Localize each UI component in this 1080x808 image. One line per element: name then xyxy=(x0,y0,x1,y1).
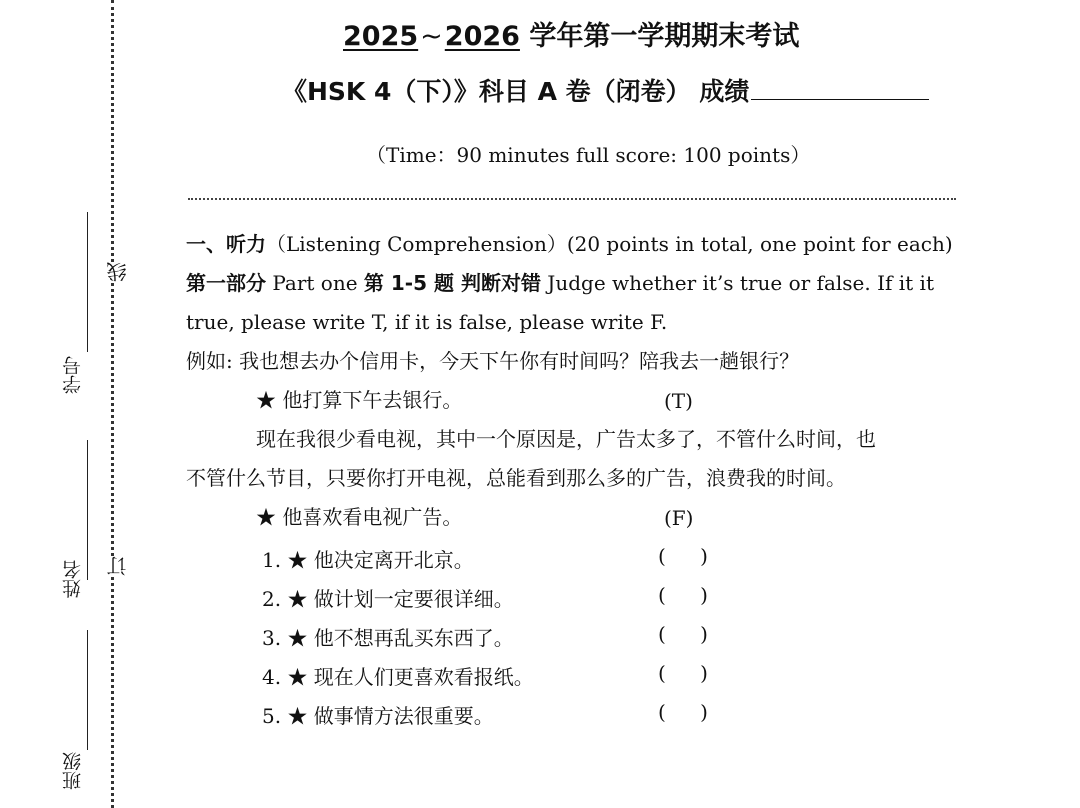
part-range: 第 1-5 题 判断对错 xyxy=(363,271,541,295)
question-number: 2. xyxy=(262,587,282,611)
example-2-answer: (F) xyxy=(664,506,694,530)
exam-title xyxy=(343,14,1080,53)
student-id-blank xyxy=(87,212,88,352)
time-note: （Time：90 minutes full score: 100 points） xyxy=(366,143,811,167)
part-instructions-line2: true, please write T, if it is false, please write F. xyxy=(186,310,668,334)
question-item-5 xyxy=(262,700,494,729)
example-1-statement: ★ 他打算下午去银行。 xyxy=(256,388,463,412)
part-text-1: Part one xyxy=(266,271,364,295)
question-number: 4. xyxy=(262,665,282,689)
subject-line xyxy=(282,72,929,108)
question-text: ★ 他不想再乱买东西了。 xyxy=(287,626,514,650)
example-1-text: 我也想去办个信用卡，今天下午你有时间吗？陪我去一趟银行？ xyxy=(239,349,800,373)
answer-blank-1[interactable]: ( ) xyxy=(658,544,708,568)
question-number: 5. xyxy=(262,704,282,728)
part-text-2: Judge whether it’s true or false. If it it xyxy=(540,271,934,295)
question-item-4 xyxy=(262,661,534,690)
part-instructions xyxy=(186,272,934,294)
question-number: 1. xyxy=(262,548,282,572)
class-label: 班级 xyxy=(62,752,84,790)
year-separator: ~ xyxy=(420,21,443,52)
title-rest: 学年第一学期期末考试 xyxy=(529,21,800,52)
question-text: ★ 做事情方法很重要。 xyxy=(287,704,494,728)
subject-name: 《HSK 4（下）》 xyxy=(282,77,479,106)
subject-suffix: 科目 A 卷（闭卷） 成绩 xyxy=(478,77,750,106)
example-label: 例如: xyxy=(186,349,233,373)
question-item-2 xyxy=(262,583,514,612)
question-number: 3. xyxy=(262,626,282,650)
binding-char-xian: 线 xyxy=(106,262,130,282)
answer-blank-2[interactable]: ( ) xyxy=(658,583,708,607)
question-item-1 xyxy=(262,544,474,573)
year-start: 2025 xyxy=(343,21,419,52)
question-text: ★ 现在人们更喜欢看报纸。 xyxy=(287,665,534,689)
name-label: 姓名 xyxy=(62,560,84,598)
student-id-label: 学号 xyxy=(62,356,84,394)
example-2-line1: 现在我很少看电视，其中一个原因是，广告太多了，不管什么时间，也 xyxy=(256,427,876,451)
section-heading xyxy=(186,233,953,255)
binding-char-ding: 订 xyxy=(106,556,130,576)
class-blank xyxy=(87,630,88,750)
dotted-separator xyxy=(188,198,956,200)
section-heading-rest: （Listening Comprehension）(20 points in total, one point for each) xyxy=(266,232,953,256)
question-text: ★ 做计划一定要很详细。 xyxy=(287,587,514,611)
year-end: 2026 xyxy=(444,21,520,52)
answer-blank-5[interactable]: ( ) xyxy=(658,700,708,724)
section-heading-bold: 一、听力 xyxy=(186,232,266,256)
question-item-3 xyxy=(262,622,514,651)
score-blank xyxy=(751,77,929,100)
part-label: 第一部分 xyxy=(186,271,266,295)
name-blank xyxy=(87,440,88,580)
example-1 xyxy=(186,350,799,372)
answer-blank-4[interactable]: ( ) xyxy=(658,661,708,685)
binding-dotted-line xyxy=(111,0,114,808)
example-1-answer: (T) xyxy=(664,389,693,413)
answer-blank-3[interactable]: ( ) xyxy=(658,622,708,646)
question-text: ★ 他决定离开北京。 xyxy=(287,548,474,572)
example-2-statement: ★ 他喜欢看电视广告。 xyxy=(256,505,463,529)
example-2-line2: 不管什么节目，只要你打开电视，总能看到那么多的广告，浪费我的时间。 xyxy=(186,466,846,490)
